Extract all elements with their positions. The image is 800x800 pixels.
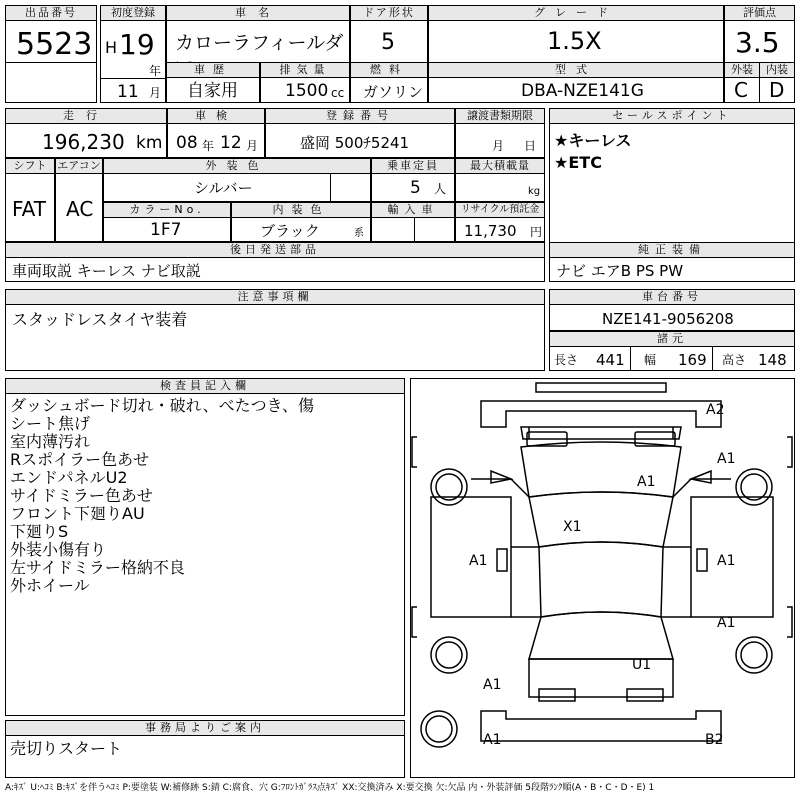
inspector-note: 下廻りS [10,522,69,541]
mileage-unit: km [136,133,163,153]
grade-value: 1.5X [547,27,602,55]
displacement-label: 排気量 [261,63,349,78]
shift-label: シフト [6,159,54,174]
mark-rear-right: A1 [717,615,736,631]
door-value: 5 [381,30,395,55]
inspector-note: フロント下廻りAU [10,504,145,523]
transfer-month-unit: 月 [492,139,505,153]
dims-length-label: 長さ [554,353,579,367]
office-box [5,720,405,778]
notes-value: スタッドレスタイヤ装着 [12,310,188,329]
mark-left-door: A1 [469,553,488,569]
fuel-value: ガソリン [363,83,424,101]
int-color-value: ブラック [260,222,320,240]
dims-label: 諸元 [550,332,794,347]
model-code-value: DBA-NZE141G [521,81,644,101]
import-label: 輸入車 [372,203,454,218]
plate-box [265,108,455,158]
fuel-box [350,62,428,103]
int-color-unit: 系 [354,228,364,239]
dims-box [549,331,795,371]
shift-value: FAT [12,197,47,221]
inspector-notes-box [5,378,405,716]
transfer-label: 譲渡書類期限 [456,109,544,124]
color-no-label: カラーNo. [104,203,230,218]
grade-box [428,5,724,63]
inspector-note: 外ホイール [10,576,90,595]
displacement-value: 1500 [285,81,329,101]
capacity-label: 乗車定員 [372,159,454,174]
office-label: 事務局よりご案内 [6,721,404,736]
displacement-unit: cc [331,86,345,100]
recycle-unit: 円 [530,225,543,239]
first-registration-box [100,5,166,103]
capacity-box [371,158,455,202]
first-reg-year: 19 [119,28,155,61]
mark-top-right: A2 [706,402,725,418]
sales-points-label: セールスポイント [550,109,794,124]
sales-point-item: ★ETC [554,153,602,172]
mark-hood: A1 [637,474,656,490]
lot-number-box [5,5,97,103]
dims-width-label: 幅 [644,353,657,367]
inspection-month: 12 [220,133,242,153]
inspector-notes-label: 検査員記入欄 [6,379,404,394]
color-no-box [103,202,231,242]
inspector-note: Rスポイラー色あせ [10,450,150,469]
car-name-box [166,5,350,63]
damage-diagram [410,378,795,778]
int-color-label: 内装色 [232,203,370,218]
interior-score-value: D [769,78,785,102]
inspection-month-unit: 月 [246,139,259,153]
dims-height-label: 高さ [722,353,747,367]
interior-label: 内装 [760,63,794,78]
mark-trunk: U1 [632,657,652,673]
recycle-value: 11,730 [464,222,517,240]
color-no-value: 1F7 [150,220,182,240]
car-diagram-svg [411,379,794,777]
door-label: ドア形状 [351,6,427,21]
score-label: 評価点 [725,6,794,21]
first-reg-month-unit: 月 [149,86,162,100]
interior-score-box [759,62,795,103]
recycle-box [455,202,545,242]
later-parts-box [5,242,545,282]
inspector-note: 室内薄汚れ [10,432,91,451]
first-reg-era: H [105,38,118,57]
model-code-box [428,62,724,103]
inspector-note: シート焦げ [10,414,91,433]
ext-color-value: シルバー [194,179,253,197]
later-parts-value: 車両取説 キーレス ナビ取説 [12,262,201,280]
shift-box [5,158,55,242]
history-value: 自家用 [187,81,238,101]
max-load-box [455,158,545,202]
inspection-year-unit: 年 [202,139,215,153]
sales-point-item: ★キーレス [554,131,632,150]
door-box [350,5,428,63]
capacity-value: 5 [410,178,421,198]
score-box [724,5,795,63]
aircon-label: エアコン [57,159,101,172]
plate-label: 登録番号 [266,109,454,124]
genuine-equip-box [549,242,795,282]
genuine-equip-value: ナビ エアB PS PW [556,262,684,280]
ext-color-box [103,158,371,202]
mark-rear-left: A1 [483,677,502,693]
mark-right-door: A1 [717,553,736,569]
later-parts-label: 後日発送部品 [6,243,544,258]
inspector-note: エンドパネルU2 [10,468,128,487]
chassis-box [549,289,795,331]
max-load-label: 最大積載量 [456,159,544,174]
mileage-value: 196,230 [42,130,125,154]
mark-roof: X1 [563,519,582,535]
history-label: 車歴 [167,63,259,78]
aircon-box [55,158,103,242]
exterior-score-value: C [734,78,748,102]
inspection-year: 08 [176,133,198,153]
history-box [166,62,260,103]
inspection-box [167,108,265,158]
first-reg-month: 11 [117,82,139,102]
legend: A:ｷｽﾞ U:ﾍｺﾐ B:ｷｽﾞを伴うﾍｺﾐ P:要塗装 W:補修跡 S:錆 C:腐食、穴 G:ﾌﾛﾝﾄｶﾞﾗｽ点ｷｽﾞ XX:交換済み X:要交換 欠:欠品 内・外装評価 5段階ﾗﾝｸ順(A・B・C・D・E) 1 [5,783,655,793]
aircon-value: AC [66,197,94,221]
notes-box [5,289,545,371]
recycle-label: リサイクル預託金 [456,203,544,218]
first-registration-label: 初度登録 [101,6,165,21]
inspector-note: 外装小傷有り [10,540,107,559]
mark-bottom-right: B2 [705,732,724,748]
car-name-value: カローラフィールダ [175,32,344,54]
lot-number-value: 5523 [16,27,93,62]
inspector-note: ダッシュボード切れ・破れ、べたつき、傷 [10,396,315,415]
score-value: 3.5 [735,26,780,59]
mark-bottom-left: A1 [483,732,502,748]
int-color-box [231,202,371,242]
grade-label: グレード [429,6,723,21]
transfer-box [455,108,545,158]
fuel-label: 燃料 [351,63,427,78]
mileage-box [5,108,167,158]
exterior-score-box [724,62,760,103]
plate-value: 盛岡 500ﾁ5241 [300,134,410,152]
capacity-unit: 人 [434,182,447,196]
transfer-day-unit: 日 [524,139,537,153]
office-value: 売切りスタート [10,739,123,758]
inspector-note: サイドミラー色あせ [10,486,153,505]
inspector-note: 左サイドミラー格納不良 [10,558,185,577]
max-load-unit: kg [528,186,541,197]
ext-color-label: 外装色 [104,159,370,174]
car-name-label: 車名 [167,6,349,21]
exterior-label: 外装 [725,63,759,78]
dims-height-value: 148 [758,351,787,369]
mark-front-right: A1 [717,451,736,467]
dims-width-value: 169 [678,351,707,369]
import-box [371,202,455,242]
genuine-equip-label: 純正装備 [550,243,794,258]
lot-number-label: 出品番号 [6,6,96,21]
displacement-box [260,62,350,103]
dims-length-value: 441 [596,351,625,369]
first-reg-year-unit: 年 [149,64,162,78]
mileage-label: 走行 [6,109,166,124]
model-code-label: 型式 [429,63,723,78]
chassis-value: NZE141-9056208 [602,310,734,328]
inspection-label: 車検 [168,109,264,124]
chassis-label: 車台番号 [550,290,794,305]
notes-label: 注意事項欄 [6,290,544,305]
